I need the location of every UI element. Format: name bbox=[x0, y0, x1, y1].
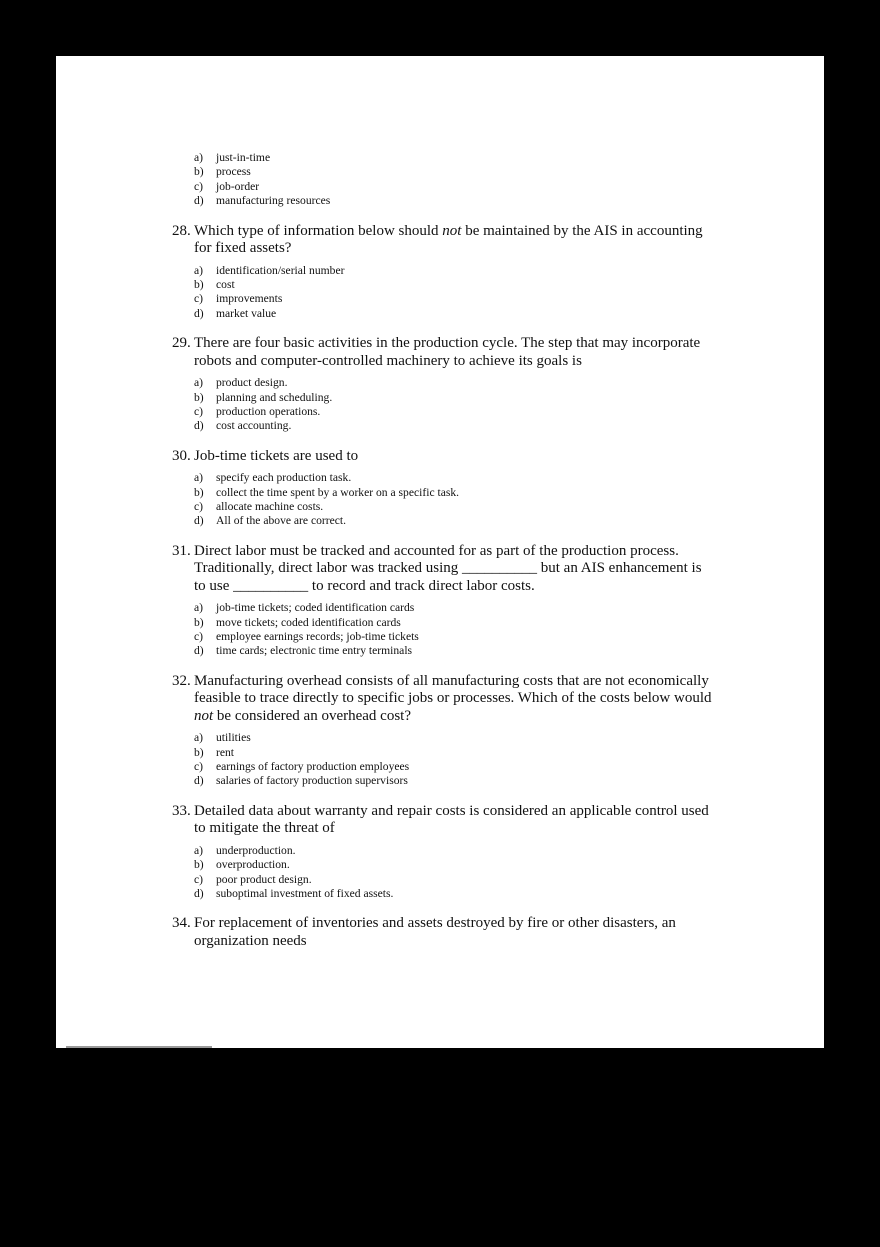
question-number: 34. bbox=[172, 915, 191, 932]
option-text: rent bbox=[216, 745, 235, 759]
question-34 bbox=[172, 915, 712, 950]
option-letter: b) bbox=[194, 277, 204, 291]
option-item bbox=[194, 644, 712, 658]
question-32 bbox=[172, 673, 712, 789]
option-text: allocate machine costs. bbox=[216, 499, 324, 513]
option-letter: d) bbox=[194, 419, 204, 433]
option-item bbox=[194, 264, 712, 278]
option-letter: d) bbox=[194, 514, 204, 528]
option-item bbox=[194, 194, 712, 208]
option-letter: d) bbox=[194, 306, 204, 320]
option-text: move tickets; coded identification cards bbox=[216, 615, 401, 629]
page-content bbox=[172, 151, 712, 950]
option-item bbox=[194, 500, 712, 514]
option-letter: c) bbox=[194, 499, 204, 513]
question-number: 33. bbox=[172, 802, 191, 819]
option-item bbox=[194, 486, 712, 500]
option-item bbox=[194, 292, 712, 306]
footnote-divider bbox=[66, 1046, 212, 1048]
question-29 bbox=[172, 335, 712, 434]
options-list bbox=[172, 844, 712, 902]
option-text: specify each production task. bbox=[216, 471, 352, 485]
option-text: poor product design. bbox=[216, 872, 312, 886]
option-letter: d) bbox=[194, 887, 204, 901]
option-letter: a) bbox=[194, 263, 204, 277]
option-text: manufacturing resources bbox=[216, 194, 331, 208]
option-letter: a) bbox=[194, 151, 204, 164]
option-letter: b) bbox=[194, 615, 204, 629]
option-text: time cards; electronic time entry terminals bbox=[216, 644, 413, 658]
option-text: cost accounting. bbox=[216, 419, 292, 433]
option-letter: b) bbox=[194, 485, 204, 499]
option-letter: a) bbox=[194, 843, 204, 857]
option-item bbox=[194, 391, 712, 405]
question-33 bbox=[172, 803, 712, 902]
option-letter: d) bbox=[194, 194, 204, 208]
option-item bbox=[194, 405, 712, 419]
options-list bbox=[172, 731, 712, 789]
option-item bbox=[194, 887, 712, 901]
option-letter: b) bbox=[194, 165, 204, 179]
option-text: utilities bbox=[216, 731, 251, 745]
option-letter: d) bbox=[194, 644, 204, 658]
option-letter: c) bbox=[194, 292, 204, 306]
question-text: Detailed data about warranty and repair costs is considered an applicable control used to mitigate the threat of bbox=[194, 802, 709, 837]
option-item bbox=[194, 601, 712, 615]
option-text: salaries of factory production supervisors bbox=[216, 774, 408, 788]
option-item bbox=[194, 376, 712, 390]
option-item bbox=[194, 165, 712, 179]
option-item bbox=[194, 873, 712, 887]
question-text: Which type of information below should not be maintained by the AIS in accounting for fixed assets? bbox=[194, 222, 703, 257]
question-number: 31. bbox=[172, 542, 191, 559]
option-letter: c) bbox=[194, 872, 204, 886]
option-letter: d) bbox=[194, 774, 204, 788]
question-number: 32. bbox=[172, 672, 191, 689]
question-number: 29. bbox=[172, 335, 191, 352]
option-item bbox=[194, 151, 712, 165]
option-text: identification/serial number bbox=[216, 263, 345, 277]
option-item bbox=[194, 419, 712, 433]
option-text: collect the time spent by a worker on a specific task. bbox=[216, 485, 460, 499]
question-text: Direct labor must be tracked and accounted for as part of the production process. Traditionally, direct labor was tracked using __________ but an AIS enhancement is to use __________ to record and track direct labor costs. bbox=[194, 542, 702, 594]
emphasis: not bbox=[194, 707, 214, 724]
option-text: All of the above are correct. bbox=[216, 514, 347, 528]
option-text: employee earnings records; job-time tickets bbox=[216, 630, 419, 644]
option-item bbox=[194, 731, 712, 745]
option-letter: c) bbox=[194, 760, 204, 774]
document-page bbox=[56, 56, 824, 1048]
option-item bbox=[194, 760, 712, 774]
option-text: process bbox=[216, 165, 251, 179]
emphasis: not bbox=[442, 222, 462, 239]
options-list bbox=[172, 601, 712, 659]
option-item bbox=[194, 858, 712, 872]
question-30 bbox=[172, 448, 712, 529]
option-letter: c) bbox=[194, 179, 204, 193]
option-item bbox=[194, 616, 712, 630]
option-text: product design. bbox=[216, 376, 288, 390]
option-letter: b) bbox=[194, 745, 204, 759]
option-letter: a) bbox=[194, 471, 204, 485]
option-text: overproduction. bbox=[216, 858, 290, 872]
option-item bbox=[194, 471, 712, 485]
question-31 bbox=[172, 543, 712, 659]
option-text: suboptimal investment of fixed assets. bbox=[216, 887, 394, 901]
option-item bbox=[194, 180, 712, 194]
option-text: job-order bbox=[216, 179, 260, 193]
option-letter: a) bbox=[194, 601, 204, 615]
option-item bbox=[194, 307, 712, 321]
options-list bbox=[172, 264, 712, 322]
question-number: 28. bbox=[172, 222, 191, 239]
option-letter: a) bbox=[194, 376, 204, 390]
option-letter: c) bbox=[194, 404, 204, 418]
option-item bbox=[194, 278, 712, 292]
option-text: cost bbox=[216, 277, 235, 291]
option-text: market value bbox=[216, 306, 277, 320]
option-item bbox=[194, 746, 712, 760]
option-text: job-time tickets; coded identification cards bbox=[216, 601, 415, 615]
question-number: 30. bbox=[172, 447, 191, 464]
option-text: improvements bbox=[216, 292, 283, 306]
option-item bbox=[194, 844, 712, 858]
question-text: Manufacturing overhead consists of all manufacturing costs that are not economically feasible to trace directly to specific jobs or processes. Which of the costs below would not be considered an overhead cost? bbox=[194, 672, 712, 724]
option-text: just-in-time bbox=[216, 151, 271, 164]
question-text: There are four basic activities in the production cycle. The step that may incorporate robots and computer-controlled machinery to achieve its goals is bbox=[194, 335, 701, 369]
option-text: production operations. bbox=[216, 404, 321, 418]
option-item bbox=[194, 514, 712, 528]
option-letter: c) bbox=[194, 630, 204, 644]
options-list bbox=[172, 471, 712, 529]
option-letter: b) bbox=[194, 858, 204, 872]
question-28 bbox=[172, 223, 712, 322]
option-item bbox=[194, 774, 712, 788]
question-text: For replacement of inventories and assets destroyed by fire or other disasters, an organization needs bbox=[194, 915, 676, 949]
option-text: earnings of factory production employees bbox=[216, 760, 410, 774]
continued-options-list bbox=[172, 151, 712, 209]
option-item bbox=[194, 630, 712, 644]
options-list bbox=[172, 376, 712, 434]
question-text: Job-time tickets are used to bbox=[194, 447, 359, 464]
option-letter: b) bbox=[194, 390, 204, 404]
option-text: underproduction. bbox=[216, 843, 296, 857]
option-letter: a) bbox=[194, 731, 204, 745]
option-text: planning and scheduling. bbox=[216, 390, 333, 404]
